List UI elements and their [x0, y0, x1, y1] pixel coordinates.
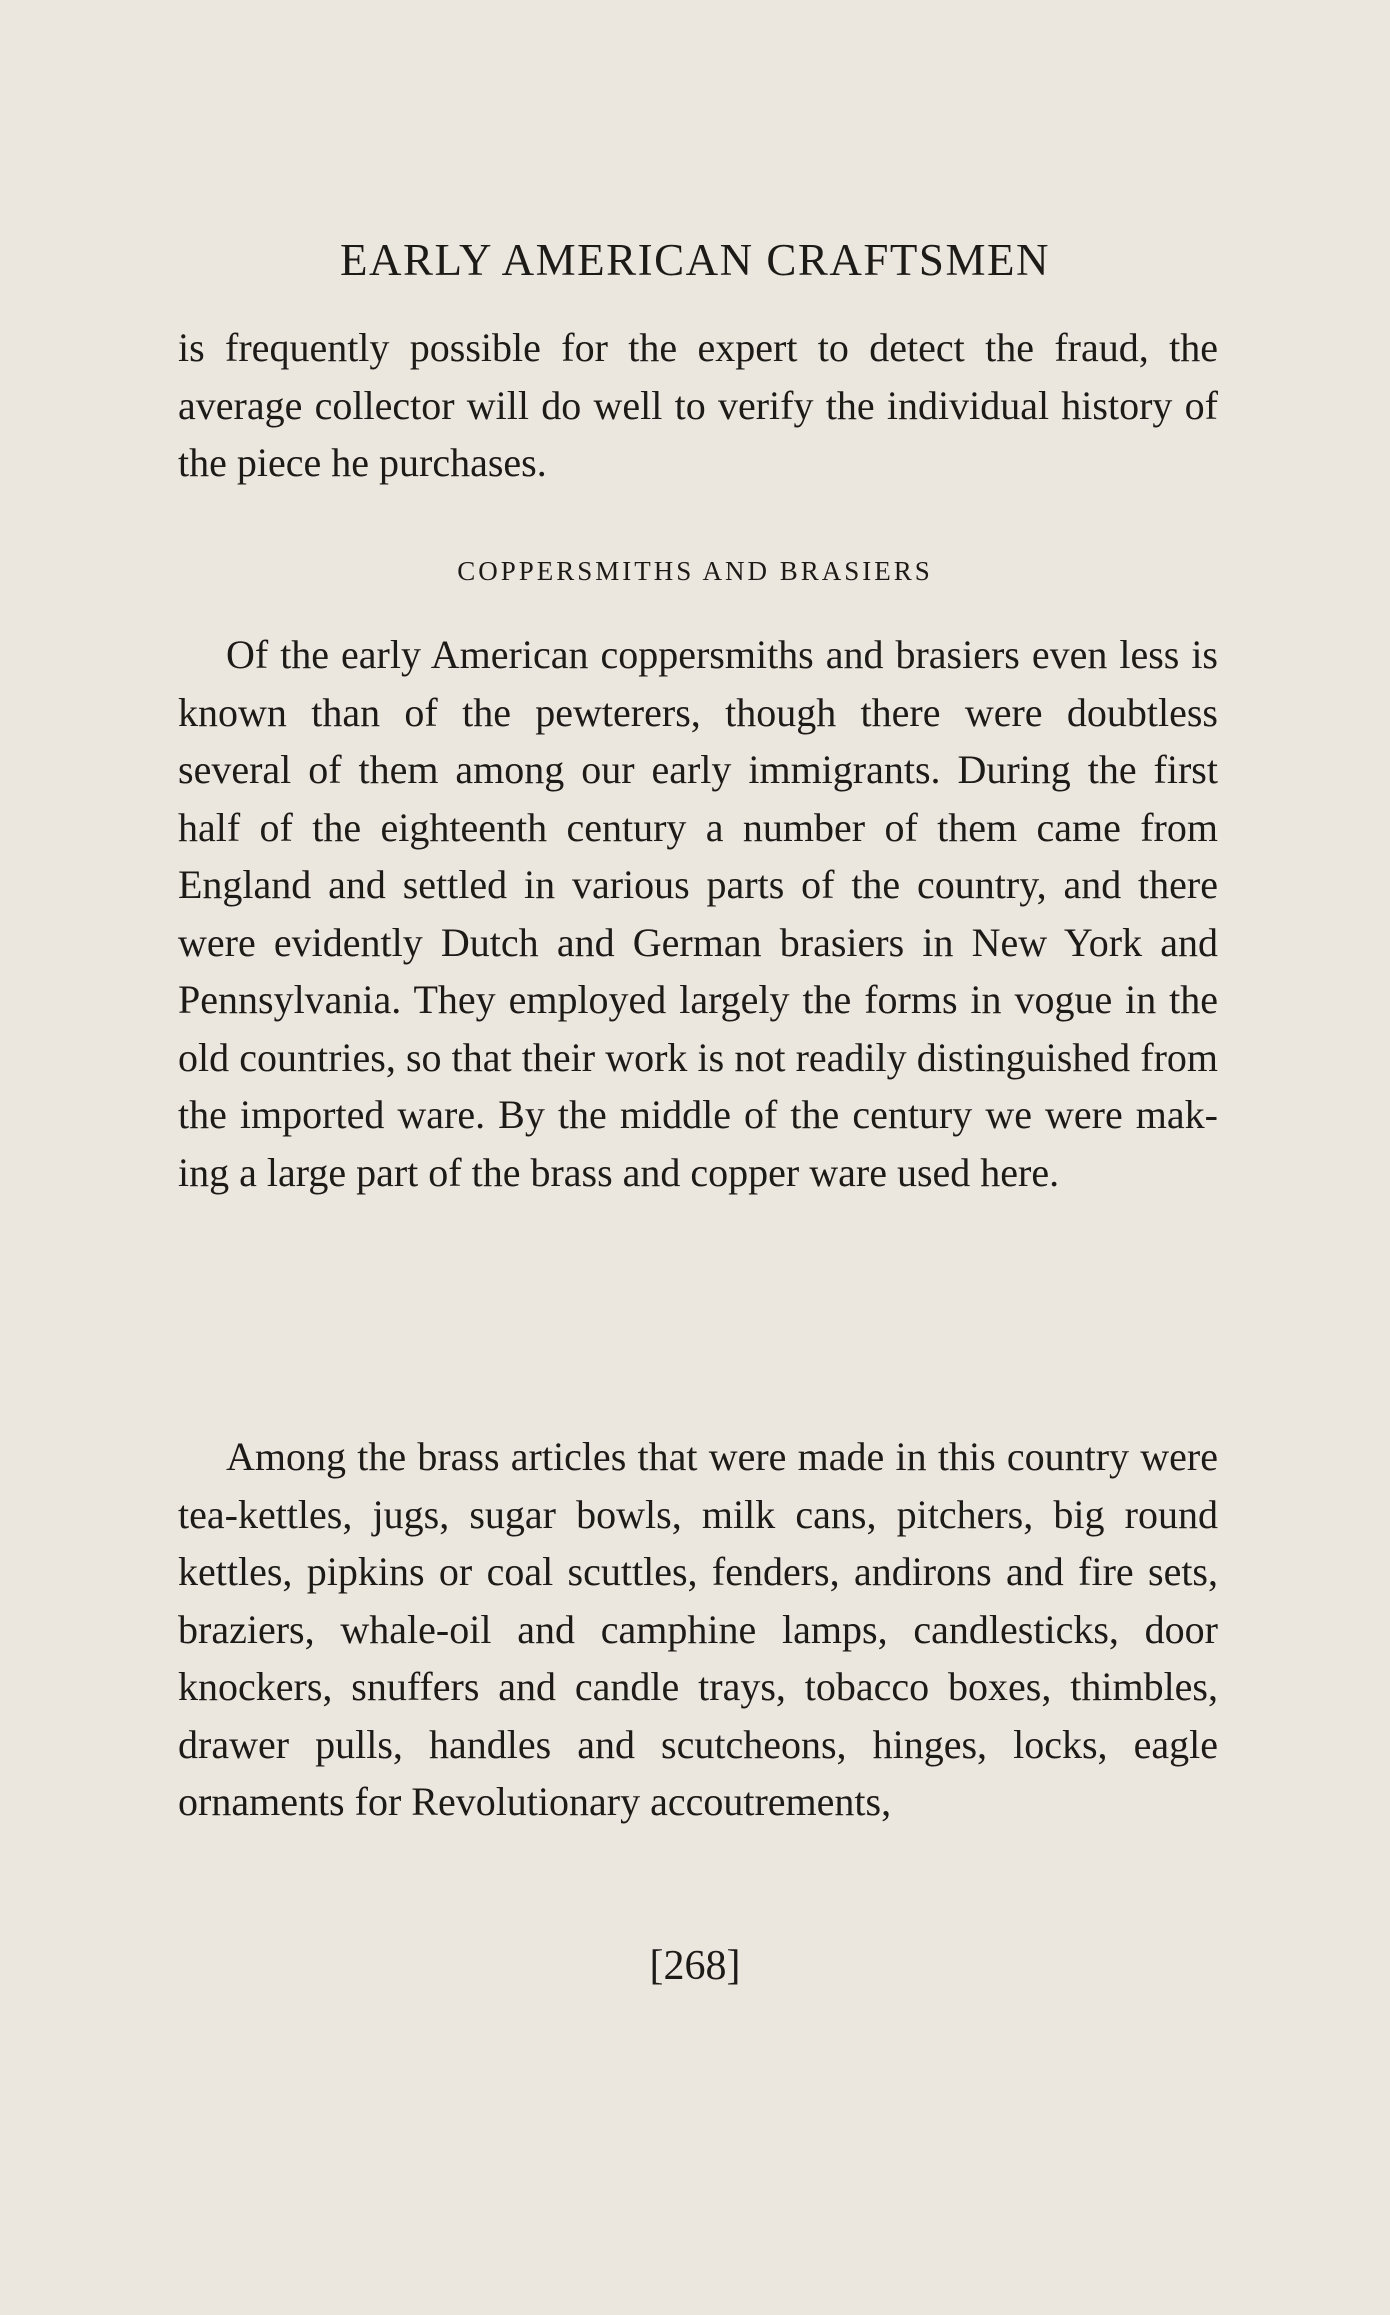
- running-head: EARLY AMERICAN CRAFTSMEN: [340, 235, 1050, 285]
- page-number: [268]: [649, 1943, 741, 1989]
- section-heading: COPPERSMITHS AND BRASIERS: [457, 556, 933, 586]
- paragraph-continuation: is frequently possible for the expert to detect the fraud, the average collector will do well to verify the individual history of the piece he purchases.: [178, 325, 1218, 485]
- paragraph-coppersmiths-intro: Of the early American coppersmiths and brasiers even less is known than of the pewterers, though there were doubtless several of them among our early immigrants. During the first half of the eighteenth century a number of them came from England and settled in various parts of the country, and there were evidently Dutch and German brasiers in New York and Pennsylvania. They employed largely the forms in vogue in the old countries, so that their work is not readily distinguished from the imported ware. By the middle of the century we were making a large part of the brass and copper ware used here.: [178, 632, 1218, 1195]
- paragraph-brass-articles: Among the brass articles that were made in this country were tea-kettles, jugs, sugar bowls, milk cans, pitchers, big round kettles, pipkins or coal scuttles, fenders, andirons and fire sets, braziers, whale-oil and camphine lamps, candlesticks, door knockers, snuffers and candle trays, tobacco boxes, thimbles, drawer pulls, handles and scutcheons, hinges, locks, eagle ornaments for Revolutionary accoutrements,: [178, 1434, 1218, 1824]
